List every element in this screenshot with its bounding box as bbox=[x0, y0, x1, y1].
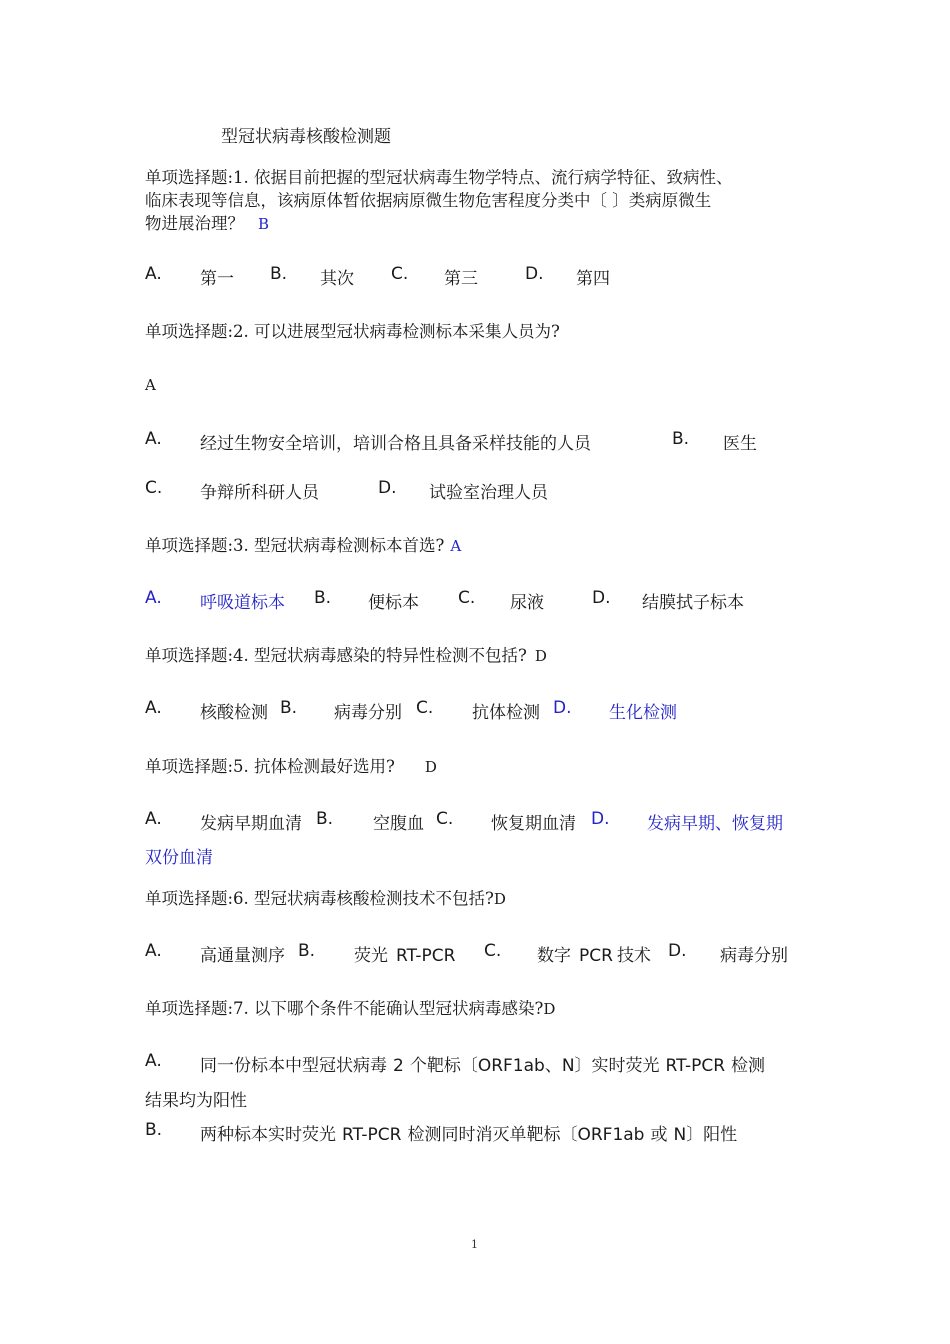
q4-option-c-text: 抗体检测 bbox=[472, 703, 540, 723]
q7-option-b-label: B. bbox=[145, 1120, 163, 1140]
q6-option-b-text bbox=[354, 941, 455, 966]
q7-option-a-part-4: 检测 bbox=[731, 1056, 766, 1076]
q5-option-d-label: D. bbox=[591, 809, 610, 829]
page-title: 型冠状病毒核酸检测题 bbox=[221, 127, 391, 147]
q7-option-b-target-2: N bbox=[673, 1125, 687, 1145]
question-3-line-1 bbox=[145, 534, 461, 558]
question-1-line-2: 临床表现等信息，该病原体暂依据病原微生物危害程度分类中〔 〕类病原微生 bbox=[145, 191, 712, 210]
question-6-line-1 bbox=[145, 887, 506, 911]
q7-option-a-part-1: 同一份标本中型冠状病毒 bbox=[200, 1056, 387, 1076]
q5-option-c-label: C. bbox=[436, 809, 454, 829]
q4-option-d-text: 生化检测 bbox=[609, 703, 677, 723]
q7-option-b-part-3: 或 bbox=[650, 1125, 668, 1145]
q3-option-b-label: B. bbox=[314, 588, 332, 608]
q6-option-c-text bbox=[537, 941, 651, 966]
q2-option-c-text: 争辩所科研人员 bbox=[200, 483, 319, 503]
q6-option-c-word: 数字 bbox=[537, 946, 571, 966]
q4-option-d-label: D. bbox=[553, 698, 572, 718]
q5-option-a-label: A. bbox=[145, 809, 162, 829]
q2-option-a-label: A. bbox=[145, 429, 162, 449]
q1-option-a-text: 第一 bbox=[200, 269, 234, 289]
q1-option-a-label: A. bbox=[145, 264, 162, 284]
q3-option-b-text: 便标本 bbox=[368, 593, 419, 613]
question-7-line-1 bbox=[145, 997, 555, 1021]
q1-option-c-label: C. bbox=[391, 264, 409, 284]
page-number: 1 bbox=[471, 1238, 478, 1251]
q1-option-b-text: 其次 bbox=[320, 269, 354, 289]
q2-option-d-text: 试验室治理人员 bbox=[429, 483, 548, 503]
q7-option-b-part-2: 检测同时消灭单靶标〔 bbox=[407, 1125, 578, 1145]
question-4-line-1 bbox=[145, 644, 547, 668]
question-5-line-1 bbox=[145, 755, 437, 779]
q6-option-c-code: PCR bbox=[579, 946, 613, 966]
q3-option-a-text: 呼吸道标本 bbox=[200, 593, 285, 613]
q7-option-a-targets: ORF1ab、N bbox=[477, 1056, 575, 1076]
question-3-stem: 单项选择题:3. 型冠状病毒检测标本首选? bbox=[145, 536, 445, 555]
q3-option-c-label: C. bbox=[458, 588, 476, 608]
q2-option-d-label: D. bbox=[378, 478, 397, 498]
q6-option-b-word: 荧光 bbox=[354, 946, 388, 966]
q3-option-a-label: A. bbox=[145, 588, 162, 608]
q7-option-b-part-1: 两种标本实时荧光 bbox=[200, 1125, 336, 1145]
q7-option-a-text bbox=[200, 1051, 765, 1076]
q5-option-c-text: 恢复期血清 bbox=[491, 814, 576, 834]
q4-option-a-text: 核酸检测 bbox=[200, 703, 268, 723]
q6-option-d-text: 病毒分别 bbox=[720, 946, 788, 966]
question-1-line-3 bbox=[145, 212, 269, 236]
question-7-answer: D bbox=[543, 1000, 556, 1018]
q7-option-b-text bbox=[200, 1120, 737, 1145]
q6-option-b-label: B. bbox=[298, 941, 316, 961]
q7-option-a-part-3: 〕实时荧光 bbox=[574, 1056, 660, 1076]
question-2-line-1: 单项选择题:2. 可以进展型冠状病毒检测标本采集人员为? bbox=[145, 322, 560, 341]
question-2-answer: A bbox=[145, 376, 156, 394]
q5-option-a-text: 发病早期血清 bbox=[200, 814, 302, 834]
q5-option-b-text: 空腹血 bbox=[373, 814, 424, 834]
q3-option-c-text: 尿液 bbox=[510, 593, 544, 613]
question-5-stem: 单项选择题:5. 抗体检测最好选用? bbox=[145, 757, 395, 776]
q7-option-b-part-4: 〕阳性 bbox=[686, 1125, 738, 1145]
q4-option-c-label: C. bbox=[416, 698, 434, 718]
q1-option-d-label: D. bbox=[525, 264, 544, 284]
q6-option-a-label: A. bbox=[145, 941, 162, 961]
q6-option-d-label: D. bbox=[668, 941, 687, 961]
question-3-answer: A bbox=[450, 537, 462, 555]
q4-option-a-label: A. bbox=[145, 698, 162, 718]
q7-option-b-target-1: ORF1ab bbox=[577, 1125, 645, 1145]
q2-option-a-text: 经过生物安全培训，培训合格且具备采样技能的人员 bbox=[200, 434, 591, 454]
q6-option-a-text: 高通量测序 bbox=[200, 946, 285, 966]
q1-option-d-text: 第四 bbox=[576, 269, 610, 289]
q3-option-d-label: D. bbox=[592, 588, 611, 608]
q4-option-b-text: 病毒分别 bbox=[334, 703, 402, 723]
q1-option-c-text: 第三 bbox=[444, 269, 478, 289]
q7-option-b-method: RT-PCR bbox=[342, 1125, 402, 1145]
question-6-answer: D bbox=[493, 890, 506, 908]
question-4-stem: 单项选择题:4. 型冠状病毒感染的特异性检测不包括? bbox=[145, 646, 527, 665]
q1-option-b-label: B. bbox=[270, 264, 288, 284]
q7-option-a-count: 2 bbox=[393, 1056, 404, 1076]
question-7-stem: 单项选择题:7. 以下哪个条件不能确认型冠状病毒感染? bbox=[145, 999, 544, 1018]
question-1-stem-end: 物进展治理？ bbox=[145, 214, 244, 233]
q5-option-d-text: 发病早期、恢复期 bbox=[647, 814, 783, 834]
q2-option-b-text: 医生 bbox=[723, 434, 757, 454]
q6-option-c-label: C. bbox=[484, 941, 502, 961]
q6-option-c-tail: 技术 bbox=[616, 946, 651, 966]
question-5-answer: D bbox=[424, 758, 437, 776]
q7-option-a-text-cont: 结果均为阳性 bbox=[145, 1091, 247, 1111]
question-1-answer: B bbox=[258, 215, 270, 233]
q4-option-b-label: B. bbox=[280, 698, 298, 718]
q7-option-a-label: A. bbox=[145, 1051, 162, 1071]
q3-option-d-text: 结膜拭子标本 bbox=[642, 593, 744, 613]
q2-option-b-label: B. bbox=[672, 429, 690, 449]
q5-option-b-label: B. bbox=[316, 809, 334, 829]
q5-option-d-text-cont: 双份血清 bbox=[145, 848, 213, 868]
q2-option-c-label: C. bbox=[145, 478, 163, 498]
question-6-stem: 单项选择题:6. 型冠状病毒核酸检测技术不包括? bbox=[145, 889, 494, 908]
q6-option-b-code: RT-PCR bbox=[396, 946, 456, 966]
question-4-answer: D bbox=[534, 647, 547, 665]
q7-option-a-part-2: 个靶标〔 bbox=[409, 1056, 478, 1076]
q7-option-a-method: RT-PCR bbox=[665, 1056, 726, 1076]
question-1-line-1: 单项选择题:1. 依据目前把握的型冠状病毒生物学特点、流行病学特征、致病性、 bbox=[145, 168, 733, 187]
